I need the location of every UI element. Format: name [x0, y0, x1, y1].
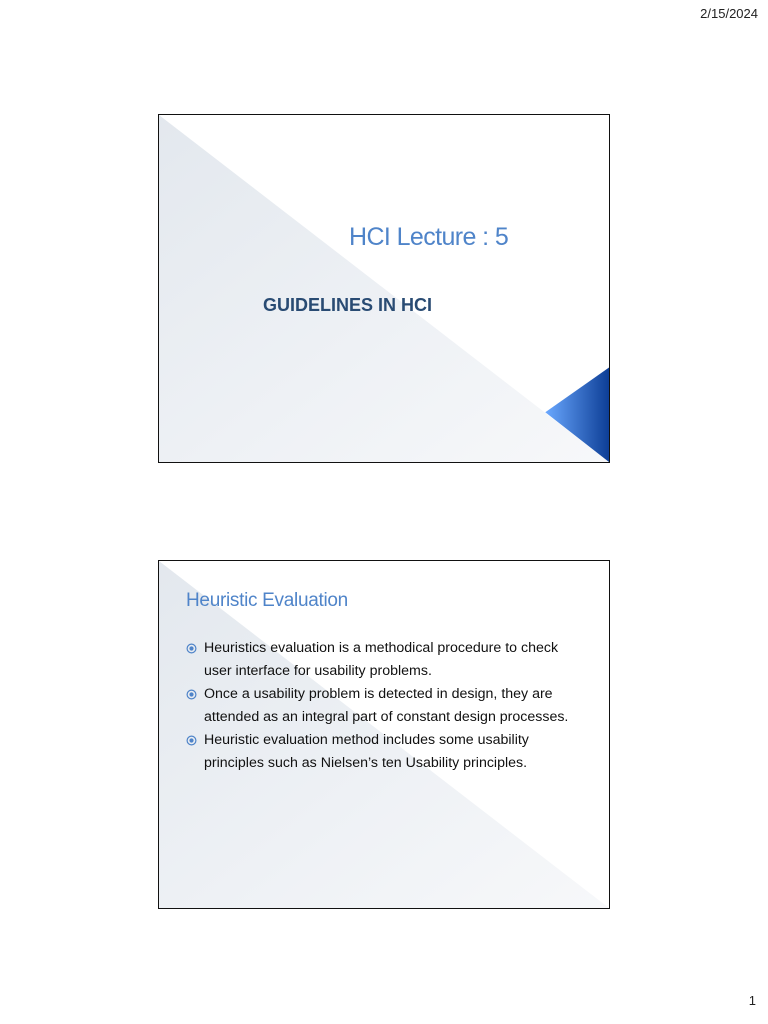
slide-2-title: Heuristic Evaluation [186, 590, 348, 611]
circle-dot-icon [186, 689, 204, 700]
slide-1-subtitle: GUIDELINES IN HCI [263, 295, 433, 315]
bullet-text: Once a usability problem is detected in design, they are attended as an integral part of constant design processes. [204, 686, 569, 725]
slide-1-title: HCI Lecture : 5 [349, 223, 509, 251]
slide-thumbnail-1 [158, 114, 610, 463]
slide-1-background [159, 115, 609, 462]
circle-dot-icon [186, 643, 204, 654]
page-number: 1 [748, 993, 756, 1008]
list-item [186, 637, 586, 682]
circle-dot-icon [186, 735, 204, 746]
bullet-text: Heuristic evaluation method includes some usability principles such as Nielsen’s ten Usability principles. [204, 732, 529, 771]
list-item [186, 683, 586, 728]
bullet-text: Heuristics evaluation is a methodical procedure to check user interface for usability problems. [204, 640, 559, 679]
list-item [186, 729, 586, 774]
page-date: 2/15/2024 [700, 6, 758, 21]
bullet-list [186, 637, 586, 775]
slide-thumbnail-2 [158, 560, 610, 909]
